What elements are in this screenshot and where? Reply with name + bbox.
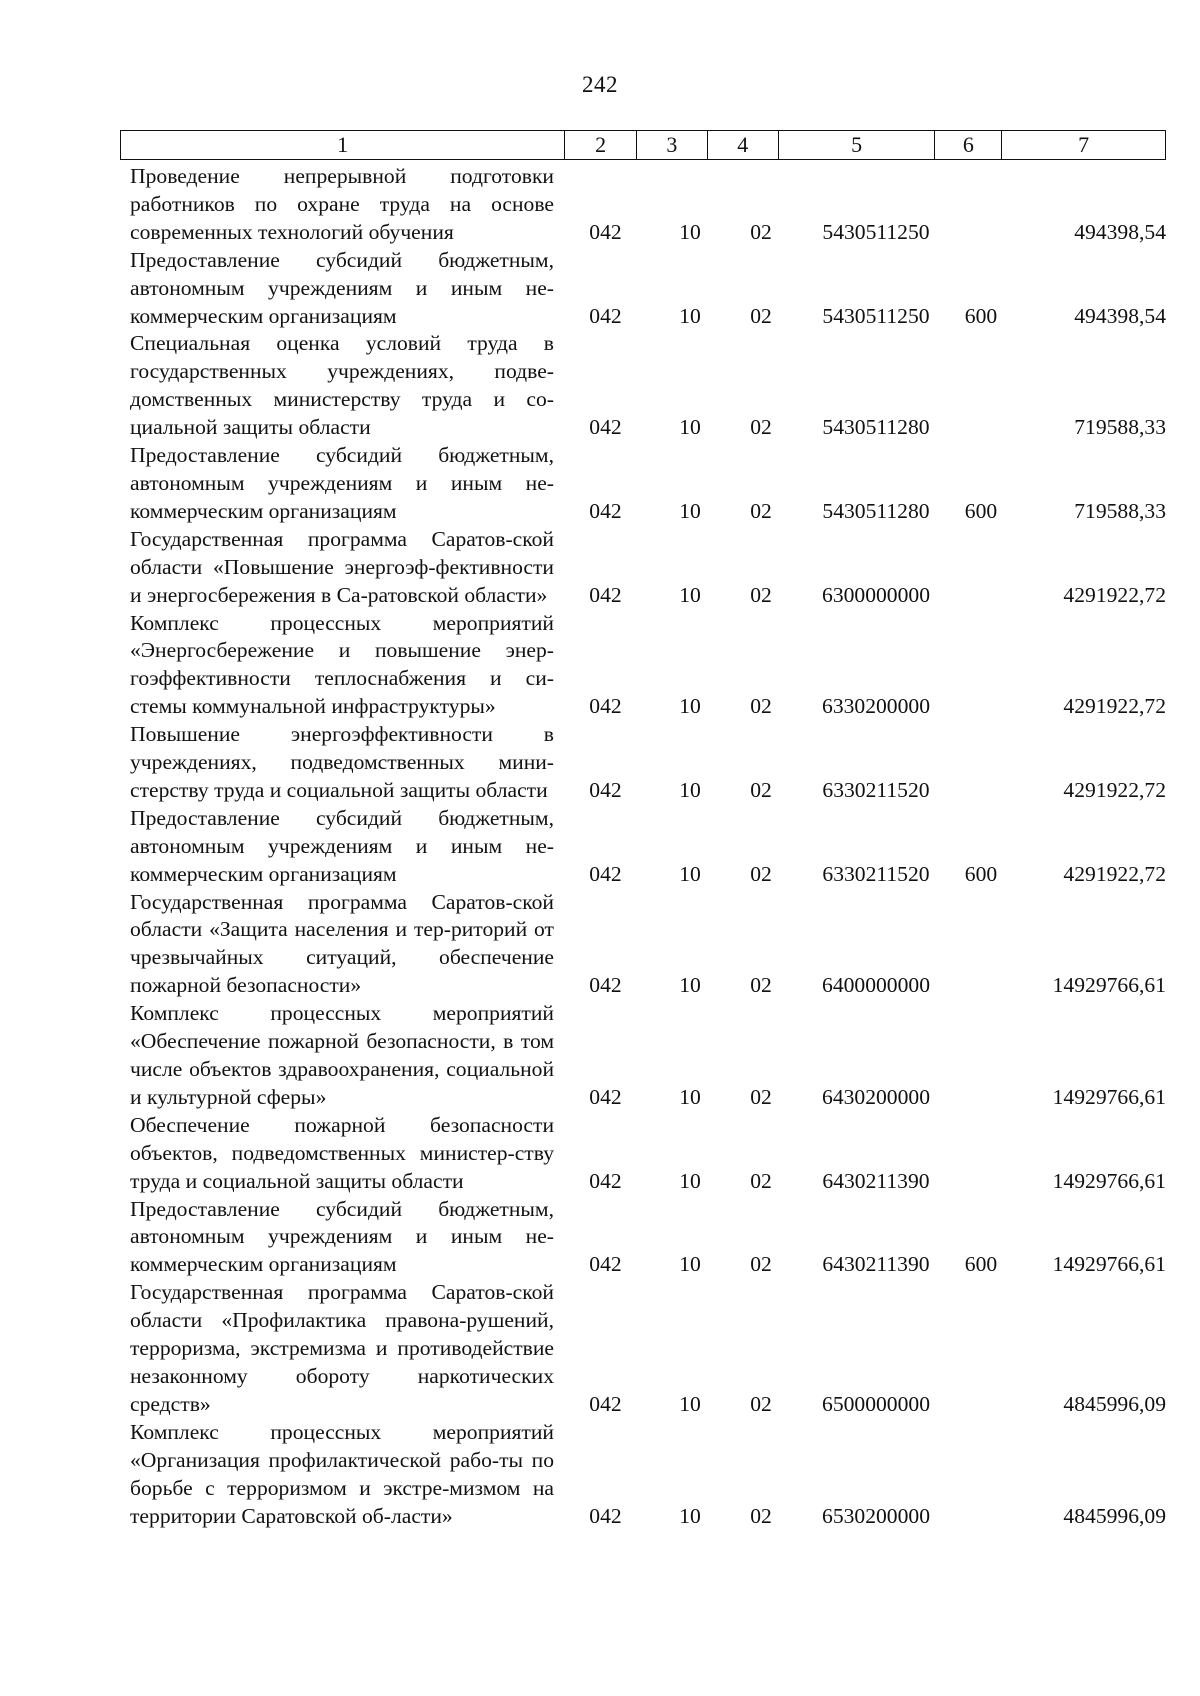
row-description: Специальная оценка условий труда в государственных учреждениях, подве-домственных министерству труда и со-циальной защиты области [130,331,554,440]
row-col-4: 02 [750,582,772,607]
row-description: Комплекс процессных мероприятий «Организация профилактической рабо-ты по борьбе с терроризмом и экстре-мизмом на территории Саратовской об-ласти» [130,1419,554,1528]
row-col-2: 042 [589,1252,622,1277]
table-row [130,1196,1166,1280]
row-col-7: 719588,33 [1074,415,1166,440]
header-col-1: 1 [121,131,565,159]
row-col-5: 6430211390 [822,1168,930,1193]
row-description: Обеспечение пожарной безопасности объектов, подведомственных министер-ству труда и социальной защиты области [130,1112,554,1193]
row-col-5: 6500000000 [822,1391,930,1416]
row-col-2: 042 [589,1168,622,1193]
table-row [130,1279,1166,1419]
row-col-3: 10 [679,694,701,719]
row-col-3: 10 [679,1084,701,1109]
table-header [120,130,1166,160]
row-col-5: 6430200000 [822,1084,930,1109]
row-description: Комплекс процессных мероприятий «Обеспечение пожарной безопасности, в том числе объектов здравоохранения, социальной и культурной сферы» [130,1001,554,1109]
row-col-4: 02 [750,1168,772,1193]
row-col-6: 600 [964,861,998,886]
row-col-4: 02 [750,777,772,802]
header-col-2: 2 [565,131,637,159]
row-col-7: 4291922,72 [1063,582,1166,607]
row-col-7: 494398,54 [1074,219,1166,244]
table-row [130,442,1166,526]
row-col-3: 10 [679,973,701,998]
row-col-7: 494398,54 [1074,303,1166,328]
row-col-2: 042 [589,1391,622,1416]
row-col-7: 14929766,61 [1052,973,1166,998]
row-col-5: 5430511280 [822,415,930,440]
row-col-5: 6530200000 [822,1503,930,1528]
table-row [130,1000,1166,1112]
row-col-4: 02 [750,694,772,719]
row-col-2: 042 [589,415,622,440]
row-description: Предоставление субсидий бюджетным, автономным учреждениям и иным не-коммерческим организациям [130,805,554,886]
table-row [130,1112,1166,1196]
row-col-5: 5430511250 [822,303,930,328]
row-col-4: 02 [750,303,772,328]
row-description: Предоставление субсидий бюджетным, автономным учреждениям и иным не-коммерческим организациям [130,247,554,328]
row-col-4: 02 [750,219,772,244]
row-col-2: 042 [589,1084,622,1109]
page-number: 242 [582,72,618,97]
table-body [130,163,1166,1530]
row-col-3: 10 [679,777,701,802]
row-col-3: 10 [679,219,701,244]
row-col-5: 5430511250 [822,219,930,244]
table-row [130,1419,1166,1531]
row-col-2: 042 [589,861,622,886]
row-col-7: 14929766,61 [1052,1252,1166,1277]
row-col-5: 6430211390 [822,1252,930,1277]
row-description: Государственная программа Саратов-ской области «Повышение энергоэф-фективности и энергосбережения в Са-ратовской области» [130,526,554,607]
row-col-3: 10 [679,415,701,440]
row-col-3: 10 [679,1391,701,1416]
row-col-3: 10 [679,1503,701,1528]
row-col-7: 4845996,09 [1063,1503,1166,1528]
row-description: Комплекс процессных мероприятий «Энергосбережение и повышение энер-гоэффективности теплоснабжения и си-стемы коммунальной инфраструктуры» [130,610,554,719]
row-col-7: 4845996,09 [1063,1391,1166,1416]
row-col-3: 10 [679,498,701,523]
row-description: Повышение энергоэффективности в учреждениях, подведомственных мини-стерству труда и социальной защиты области [130,722,554,802]
row-col-7: 719588,33 [1074,498,1166,523]
table-row [130,526,1166,610]
row-col-6: 600 [964,1252,998,1277]
table-row [130,330,1166,442]
row-col-3: 10 [679,303,701,328]
row-col-7: 4291922,72 [1063,694,1166,719]
row-col-4: 02 [750,861,772,886]
row-col-4: 02 [750,498,772,523]
row-col-7: 4291922,72 [1063,777,1166,802]
row-col-2: 042 [589,1503,622,1528]
row-col-4: 02 [750,1084,772,1109]
row-col-2: 042 [589,498,622,523]
row-col-5: 5430511280 [822,498,930,523]
table-row [130,247,1166,331]
row-col-5: 6400000000 [822,973,930,998]
table-row [130,163,1166,247]
row-col-2: 042 [589,582,622,607]
table-row [130,721,1166,805]
header-col-7: 7 [1078,132,1090,157]
row-col-6: 600 [964,498,998,523]
row-col-2: 042 [589,694,622,719]
row-col-3: 10 [679,1252,701,1277]
row-col-5: 6300000000 [822,582,930,607]
header-col-6: 6 [935,131,1002,159]
row-col-4: 02 [750,1252,772,1277]
row-col-3: 10 [679,582,701,607]
row-col-7: 14929766,61 [1052,1084,1166,1109]
row-col-5: 6330211520 [822,777,930,802]
table-row [130,610,1166,722]
row-col-2: 042 [589,973,622,998]
row-col-2: 042 [589,777,622,802]
header-col-4: 4 [708,131,779,159]
row-col-7: 14929766,61 [1052,1168,1166,1193]
row-col-5: 6330200000 [822,694,930,719]
row-description: Проведение непрерывной подготовки работников по охране труда на основе современных технологий обучения [130,164,554,244]
table-row [130,889,1166,1001]
row-description: Предоставление субсидий бюджетным, автономным учреждениям и иным не-коммерческим организациям [130,443,554,523]
row-description: Государственная программа Саратов-ской области «Защита населения и тер-риторий от чрезвычайных ситуаций, обеспечение пожарной безопасности» [130,889,554,998]
row-col-3: 10 [679,1168,701,1193]
header-col-5: 5 [779,131,936,159]
row-col-3: 10 [679,861,701,886]
row-col-4: 02 [750,415,772,440]
row-col-2: 042 [589,303,622,328]
row-col-5: 6330211520 [822,861,930,886]
header-col-3: 3 [637,131,708,159]
row-col-7: 4291922,72 [1063,861,1166,886]
row-col-6: 600 [964,303,998,328]
table-row [130,805,1166,889]
row-col-4: 02 [750,1503,772,1528]
row-col-4: 02 [750,973,772,998]
row-col-2: 042 [589,219,622,244]
row-description: Предоставление субсидий бюджетным, автономным учреждениям и иным не-коммерческим организациям [130,1196,554,1277]
row-col-4: 02 [750,1391,772,1416]
row-description: Государственная программа Саратов-ской области «Профилактика правона-рушений, терроризма, экстремизма и противодействие незаконному обороту наркотических средств» [130,1280,554,1416]
